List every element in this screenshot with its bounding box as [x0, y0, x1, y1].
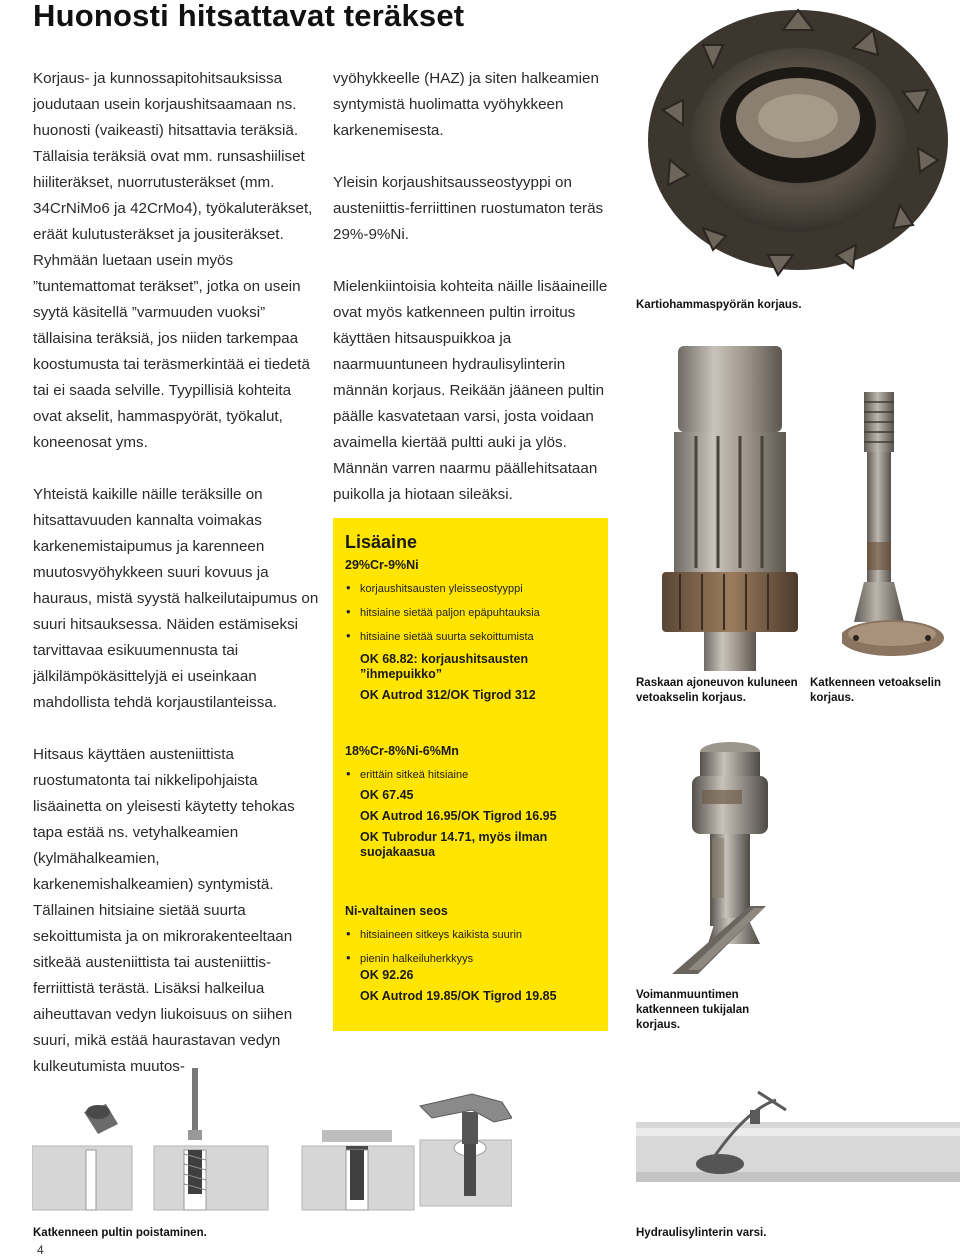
group-name: 29%Cr-9%Ni — [345, 558, 419, 572]
page-title: Huonosti hitsattavat teräkset — [33, 0, 465, 33]
paragraph-6: Mielenkiintoisia kohteita näille lisäaineille ovat myös katkenneen pultin irroitus käyttäen hitsauspuikkoa ja naarmuuntuneen hydraulisylinterin männän korjaus. Reikään jääneen pultin päälle kasvatetaan varsi, josta voidaan avaimella kiertää pultti auki ja ylös. Männän varren naarmu päällehitsataan puikolla ja hiotaan sileäksi. — [333, 278, 608, 503]
product-name: OK Tubrodur 14.71, myös ilman suojakaasua — [360, 830, 548, 859]
broken-axle-photo — [842, 392, 950, 666]
coupling-photo — [628, 738, 828, 976]
paragraph-3: Hitsaus käyttäen austeniittista ruostumatonta tai nikkelipohjaista lisäainetta on yleisesti käytetty tehokas tapa estää ns. vetyhalkeamien (kylmähalkeamien, karkenemishalkeamien) syntymistä. Tällainen hitsiaine sietää suurta sekoittumista ja on mikrorakenteeltaan sitkeää austeniittista tai austeniittis-ferriittistä terästä. Lisäksi halkeilua aiheuttavan vedyn liukoisuus on siihen suuri, mikä estää haurastavan vedyn kulkeutumista muutos- — [33, 746, 295, 1075]
bevel-gear-photo — [628, 0, 960, 295]
caption-hydraulic: Hydraulisylinterin varsi. — [636, 1227, 767, 1239]
list-item: • pienin halkeiluherkkyys — [345, 952, 600, 966]
group-29cr-9ni — [345, 558, 600, 709]
drive-axle-photo — [660, 346, 800, 671]
paragraph-5: Yleisin korjaushitsausseostyyppi on austeniittis-ferriittinen ruostumaton teräs 29%-9%Ni. — [333, 174, 604, 243]
body-column-1 — [33, 66, 323, 1080]
product-name: OK 92.26 — [360, 968, 414, 982]
paragraph-4: vyöhykkeelle (HAZ) ja siten halkeamien syntymistä huolimatta vyöhykkeen karkenemisesta. — [333, 70, 599, 139]
list-item: • hitsiaineen sitkeys kaikista suurin — [345, 928, 600, 942]
hydraulic-rod-illustration — [636, 1080, 960, 1220]
paragraph-1: Korjaus- ja kunnossapitohitsauksissa joudutaan usein korjaushitsaamaan ns. huonosti (vaikeasti) hitsattavia teräksiä. Tällaisia teräksiä ovat mm. runsashiiliset hiiliteräkset, nuorrutusteräkset (mm. 34CrNiMo6 ja 42CrMo4), työkaluteräkset, eräät kulutusteräkset ja jousiteräkset. Ryhmään luetaan usein myös ”tuntemattomat teräkset”, jotka on usein syytä käsitellä ”varmuuden vuoksi” tällaisina teräksiä, jos niiden tarkempaa koostumusta tai teräsmerkintää ei tiedetä tai ei saada selville. Tyypillisiä kohteita ovat akselit, hammaspyörät, työkalut, koneenosat yms. — [33, 70, 313, 451]
body-column-2 — [333, 66, 618, 508]
filler-box-heading: Lisäaine — [345, 532, 418, 552]
product-name: OK Autrod 19.85/OK Tigrod 19.85 — [360, 989, 557, 1003]
caption-gear: Kartiohammaspyörän korjaus. — [636, 299, 802, 311]
group-name: 18%Cr-8%Ni-6%Mn — [345, 744, 459, 758]
caption-broken-axle: Katkenneen vetoakselin korjaus. — [810, 677, 942, 704]
caption-bolt: Katkenneen pultin poistaminen. — [33, 1227, 207, 1239]
product-name: OK Autrod 16.95/OK Tigrod 16.95 — [360, 809, 557, 823]
bolt-removal-illustration — [32, 1050, 512, 1220]
caption-heavy-axle: Raskaan ajoneuvon kuluneen vetoakselin korjaus. — [636, 677, 798, 704]
group-ni-alloy — [345, 904, 600, 1010]
group-name: Ni-valtainen seos — [345, 904, 448, 918]
list-item: • erittäin sitkeä hitsiaine — [345, 768, 600, 782]
caption-coupling: Voimanmuuntimen katkenneen tukijalan korjaus. — [636, 989, 750, 1031]
list-item: • hitsiaine sietää paljon epäpuhtauksia — [345, 606, 600, 620]
product-name: OK 68.82: korjaushitsausten ”ihmepuikko” — [360, 652, 529, 681]
list-item: • korjaushitsausten yleisseostyyppi — [345, 582, 600, 596]
product-name: OK Autrod 312/OK Tigrod 312 — [360, 688, 536, 702]
page-number: 4 — [37, 1243, 44, 1257]
product-name: OK 67.45 — [360, 788, 414, 802]
filler-metal-box — [333, 518, 608, 1031]
list-item: • hitsiaine sietää suurta sekoittumista — [345, 630, 600, 644]
group-18cr-8ni-6mn — [345, 744, 600, 866]
paragraph-2: Yhteistä kaikille näille teräksille on hitsattavuuden kannalta voimakas karkenemistaipumus ja karenneen muutosvyöhykkeen suuri kovuus ja hauraus, mistä syystä halkeilutaipumus on suuri hitsauksessa. Näiden estämiseksi tarvittavaa esikuumennusta tai jälkilämpökäsittelyjä ei useinkaan mahdollista tehdä korjaustilanteissa. — [33, 486, 319, 711]
